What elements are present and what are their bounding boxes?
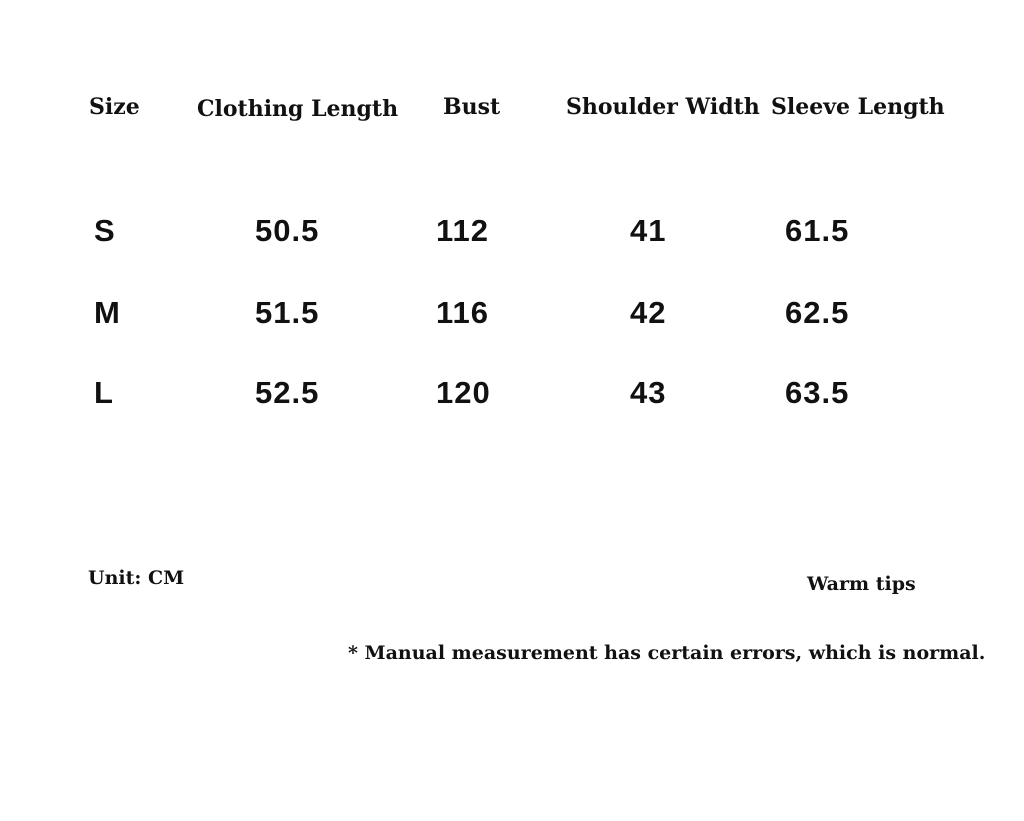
warm-tips-text: * Manual measurement has certain errors, which is normal. (348, 642, 986, 664)
unit-label: Unit: CM (88, 567, 185, 589)
header-bust: Bust (443, 94, 501, 120)
cell-shoulder-s: 41 (630, 213, 667, 248)
cell-sleeve-s: 61.5 (785, 213, 850, 248)
cell-bust-l: 120 (436, 375, 491, 410)
cell-shoulder-m: 42 (630, 295, 667, 330)
warm-tips-title: Warm tips (807, 573, 916, 595)
header-shoulder-width: Shoulder Width (566, 94, 760, 120)
cell-bust-s: 112 (436, 213, 490, 248)
cell-sleeve-l: 63.5 (785, 375, 850, 410)
header-sleeve-length: Sleeve Length (771, 94, 945, 120)
cell-bust-m: 116 (436, 295, 490, 330)
cell-sleeve-m: 62.5 (785, 295, 850, 330)
cell-size-m: M (94, 295, 121, 330)
header-clothing-length: Clothing Length (197, 96, 399, 122)
header-size: Size (89, 94, 140, 120)
cell-shoulder-l: 43 (630, 375, 667, 410)
cell-length-s: 50.5 (255, 213, 320, 248)
cell-size-s: S (94, 213, 116, 248)
cell-length-l: 52.5 (255, 375, 320, 410)
cell-size-l: L (94, 375, 114, 410)
cell-length-m: 51.5 (255, 295, 320, 330)
